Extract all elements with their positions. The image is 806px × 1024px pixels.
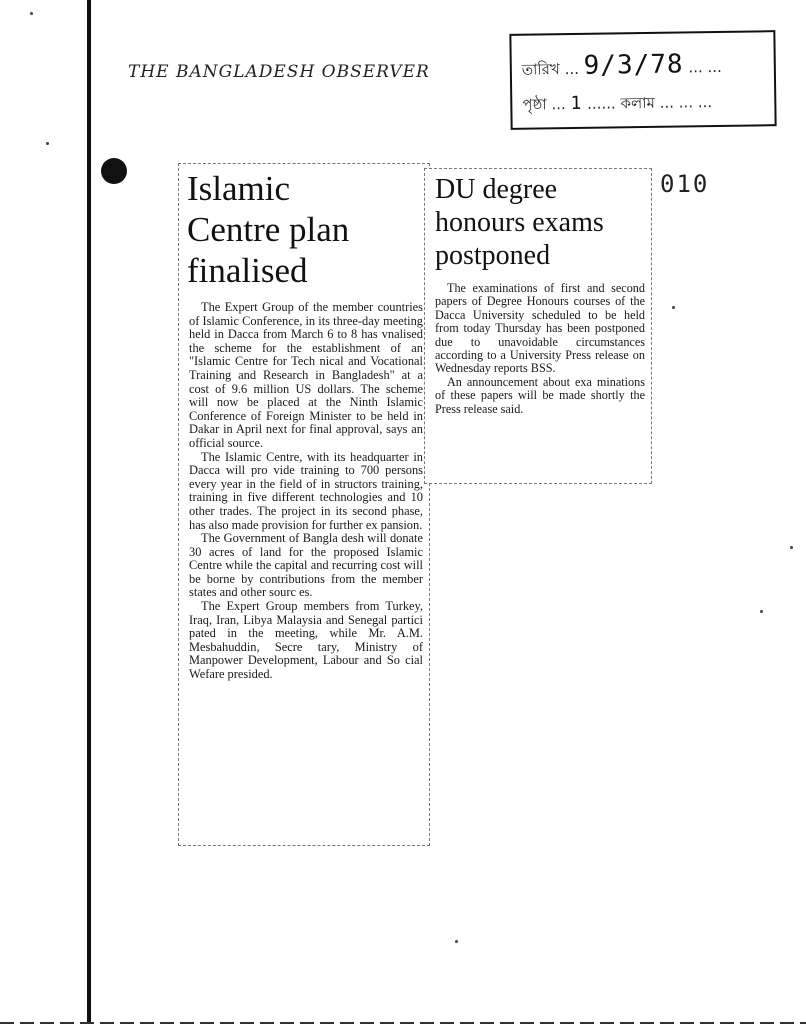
article-paragraph: The Government of Bangla desh will donate 30 acres of land for the proposed Islamic Centre while the capital and recurring cost will be borne by contributions from the member states and other sourc es. bbox=[189, 531, 423, 600]
page-margin-rule bbox=[87, 0, 91, 1024]
article-paragraph: The Expert Group members from Turkey, Iraq, Iran, Libya Malaysia and Senegal partici pated in the meeting, while Mr. A.M. Mesbahuddin, Secre tary, Ministry of Manpower Development, Labour and So cial Wefare presided. bbox=[189, 599, 423, 682]
stamp-dots: ... bbox=[551, 95, 571, 114]
article-paragraph: An announcement about exa minations of these papers will be made shortly the Press release said. bbox=[435, 374, 645, 416]
stamp-dots: ... ... bbox=[688, 57, 722, 77]
stamp-page-value: 1 bbox=[570, 92, 583, 115]
file-number: 010 bbox=[660, 170, 710, 198]
archive-stamp bbox=[509, 30, 776, 130]
scan-speck bbox=[30, 12, 33, 15]
article-paragraph: The Islamic Centre, with its headquarter in Dacca will pro vide training to 700 persons every year in the field of in structors training, training in five different technologies and 10 other trades. The project in its second phase, has also made provision for further ex pansion. bbox=[189, 449, 423, 532]
news-clipping-islamic-centre bbox=[178, 163, 430, 846]
news-clipping-du-exams bbox=[424, 168, 652, 484]
stamp-dots: ...... bbox=[586, 94, 616, 113]
article-headline: DU degree honours exams postponed bbox=[435, 174, 604, 271]
binding-hole bbox=[101, 158, 127, 184]
article-paragraph: The Expert Group of the member countries of Islamic Conference, in its three-day meeting held in Dacca from March 6 to 8 has vnalised the scheme for the establishment of an "Islamic Centre for Tech nical and Vocational Training and Research in Bangladesh" at a cost of 9.6 million US dollars. The scheme will now be placed at the Ninth Islamic Conference of Foreign Minister to be held in Dakar in April next for final approval, says an official source. bbox=[189, 300, 423, 450]
stamp-column-label: কলাম bbox=[620, 93, 655, 113]
stamp-dots: ... ... ... bbox=[659, 93, 713, 112]
stamp-date-row bbox=[522, 49, 722, 84]
scan-speck bbox=[455, 940, 458, 943]
scan-speck bbox=[790, 546, 793, 549]
stamp-date-label: তারিখ bbox=[521, 60, 560, 79]
stamp-date-value: 9/3/78 bbox=[583, 49, 684, 81]
article-headline: Islamic Centre plan finalised bbox=[187, 169, 350, 290]
article-body bbox=[435, 282, 645, 416]
article-body bbox=[189, 301, 423, 682]
scan-speck bbox=[46, 142, 49, 145]
newspaper-masthead: THE BANGLADESH OBSERVER bbox=[128, 62, 430, 82]
stamp-dots: ... bbox=[564, 59, 584, 79]
scan-speck bbox=[672, 306, 675, 309]
article-paragraph: The examinations of first and second papers of Degree Honours courses of the Dacca University scheduled to be held from today Thursday has been postponed due to unavoidable circumstances according to a University Press release on Wednesday reports BSS. bbox=[435, 281, 645, 376]
stamp-page-row bbox=[522, 91, 712, 119]
stamp-page-label: পৃষ্ঠা bbox=[522, 95, 547, 114]
scan-speck bbox=[760, 610, 763, 613]
